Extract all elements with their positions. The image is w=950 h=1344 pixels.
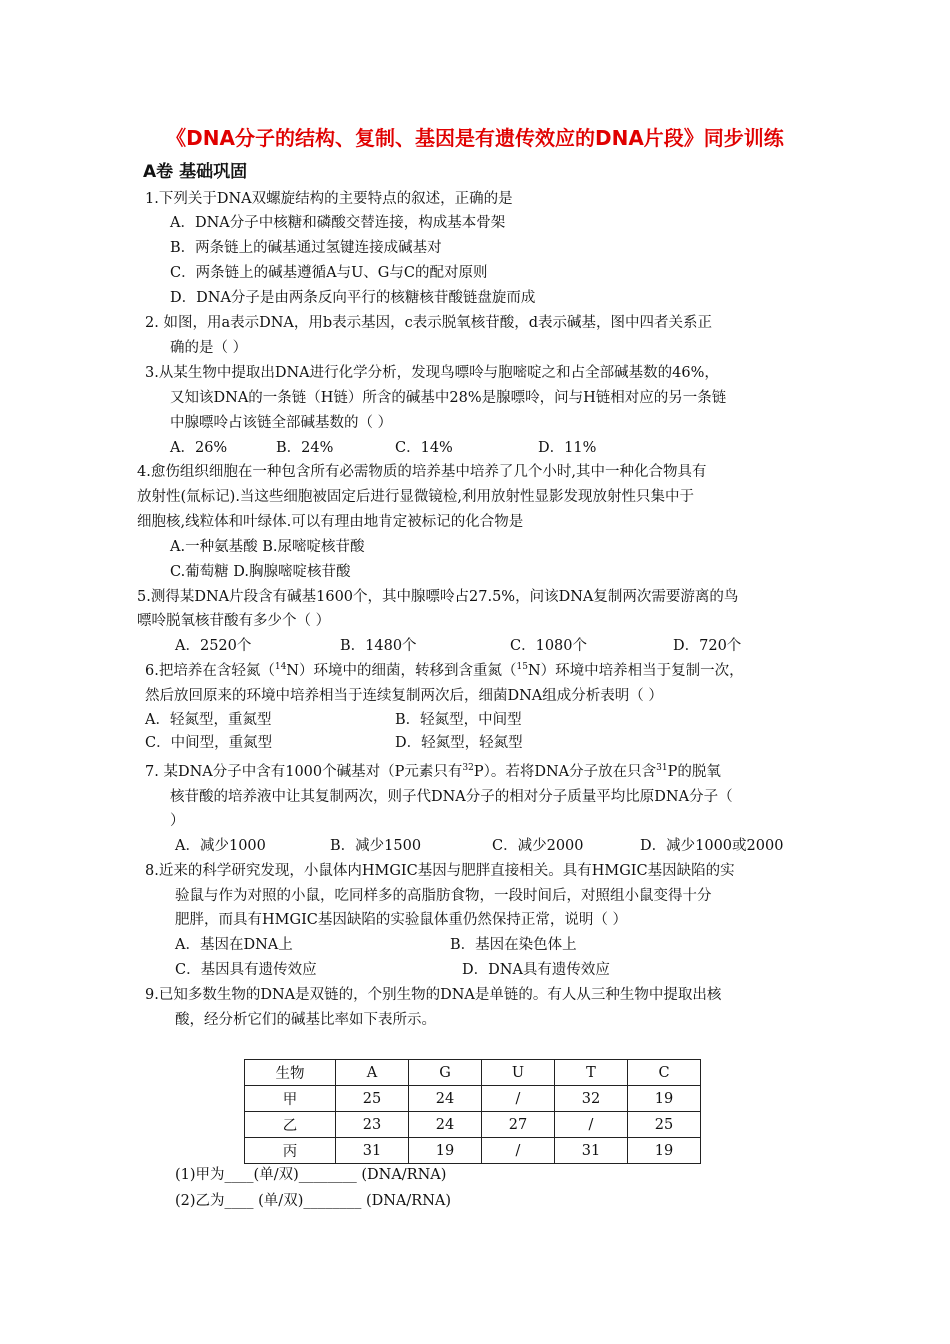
table-cell: 31 — [555, 1138, 628, 1164]
question-1-option-a: A．DNA分子中核糖和磷酸交替连接，构成基本骨架 — [170, 215, 506, 231]
question-9-fill-1: (1)甲为____(单/双)________ (DNA/RNA) — [175, 1167, 447, 1183]
question-8-option-c: C．基因具有遗传效应 — [175, 962, 317, 978]
question-8-option-a: A．基因在DNA上 — [175, 937, 293, 953]
table-cell: 19 — [628, 1086, 701, 1112]
question-4-options-ab: A.一种氨基酸 B.尿嘧啶核苷酸 — [170, 539, 365, 555]
question-3-option-c: C．14% — [395, 440, 453, 456]
table-row — [245, 1138, 701, 1164]
table-header-row — [245, 1060, 701, 1086]
question-7-option-d: D．减少1000或2000 — [640, 838, 784, 854]
question-4-line-2: 放射性(氚标记).当这些细胞被固定后进行显微镜检,利用放射性显影发现放射性只集中于 — [137, 489, 695, 505]
question-3-option-d: D．11% — [538, 440, 597, 456]
page-title: 《DNA分子的结构、复制、基因是有遗传效应的DNA片段》同步训练 — [166, 126, 784, 150]
question-3-line-3: 中腺嘌呤占该链全部碱基数的（ ） — [170, 415, 393, 431]
question-4-line-3: 细胞核,线粒体和叶绿体.可以有理由地肯定被标记的化合物是 — [137, 514, 524, 530]
question-7-line-3: ） — [170, 813, 185, 829]
table-header-cell: A — [336, 1060, 409, 1086]
question-7-option-b: B．减少1500 — [330, 838, 422, 854]
question-7-option-a: A．减少1000 — [175, 838, 266, 854]
question-5-option-c: C．1080个 — [510, 638, 587, 654]
question-5-line-2: 嘌呤脱氧核苷酸有多少个（ ） — [137, 613, 331, 629]
table-header-cell: C — [628, 1060, 701, 1086]
question-7-line-2: 核苷酸的培养液中让其复制两次，则子代DNA分子的相对分子质量平均比原DNA分子（ — [170, 789, 733, 805]
table-row — [245, 1086, 701, 1112]
table-cell: / — [555, 1112, 628, 1138]
question-9-line-2: 酸，经分析它们的碱基比率如下表所示。 — [175, 1012, 436, 1028]
question-5-option-d: D．720个 — [673, 638, 742, 654]
table-cell: 23 — [336, 1112, 409, 1138]
question-3-option-b: B．24% — [276, 440, 334, 456]
table-cell: 27 — [482, 1112, 555, 1138]
table-cell: 丙 — [245, 1138, 336, 1164]
question-1-option-d: D．DNA分子是由两条反向平行的核糖核苷酸链盘旋而成 — [170, 290, 536, 306]
question-1-stem: 1.下列关于DNA双螺旋结构的主要特点的叙述，正确的是 — [145, 191, 513, 207]
table-cell: 31 — [336, 1138, 409, 1164]
table-cell: 甲 — [245, 1086, 336, 1112]
table-cell: 24 — [409, 1112, 482, 1138]
question-6-option-a: A．轻氮型，重氮型 — [145, 712, 272, 728]
table-cell: 19 — [628, 1138, 701, 1164]
question-2-line-1: 2. 如图，用a表示DNA，用b表示基因，c表示脱氧核苷酸，d表示碱基，图中四者关系正 — [145, 315, 713, 331]
table-cell: 24 — [409, 1086, 482, 1112]
question-8-line-2: 验鼠与作为对照的小鼠，吃同样多的高脂肪食物，一段时间后，对照组小鼠变得十分 — [175, 888, 712, 904]
table-cell: 25 — [628, 1112, 701, 1138]
question-3-option-a: A．26% — [170, 440, 228, 456]
question-7-line-1: 7. 某DNA分子中含有1000个碱基对（P元素只有$^{32}$P）。若将DNA分子放在只含$^{31}$P的脱氧 — [145, 763, 721, 780]
table-cell: / — [482, 1138, 555, 1164]
question-6-line-1: 6.把培养在含轻氮（$^{14}$N）环境中的细菌，转移到含重氮（$^{15}$N）环境中培养相当于复制一次， — [145, 662, 744, 679]
table-cell: 32 — [555, 1086, 628, 1112]
question-6-option-d: D．轻氮型，轻氮型 — [395, 735, 523, 751]
table-header-cell: G — [409, 1060, 482, 1086]
question-5-line-1: 5.测得某DNA片段含有碱基1600个，其中腺嘌呤占27.5%，问该DNA复制两次需要游离的鸟 — [137, 589, 739, 605]
question-1-option-c: C．两条链上的碱基遵循A与U、G与C的配对原则 — [170, 265, 488, 281]
question-4-line-1: 4.愈伤组织细胞在一种包含所有必需物质的培养基中培养了几个小时,其中一种化合物具有 — [137, 464, 707, 480]
table-cell: 25 — [336, 1086, 409, 1112]
table-header-cell: T — [555, 1060, 628, 1086]
table-cell: 乙 — [245, 1112, 336, 1138]
table-header-cell: 生物 — [245, 1060, 336, 1086]
table-row — [245, 1112, 701, 1138]
table-header-cell: U — [482, 1060, 555, 1086]
question-4-options-cd: C.葡萄糖 D.胸腺嘧啶核苷酸 — [170, 564, 351, 580]
question-8-line-3: 肥胖，而具有HMGIC基因缺陷的实验鼠体重仍然保持正常，说明（ ） — [175, 912, 628, 928]
question-5-option-b: B．1480个 — [340, 638, 417, 654]
section-heading: A卷 基础巩固 — [143, 162, 248, 182]
question-9-line-1: 9.已知多数生物的DNA是双链的，个别生物的DNA是单链的。有人从三种生物中提取出核 — [145, 987, 722, 1003]
question-8-option-d: D．DNA具有遗传效应 — [462, 962, 610, 978]
question-8-line-1: 8.近来的科学研究发现，小鼠体内HMGIC基因与肥胖直接相关。具有HMGIC基因缺陷的实 — [145, 863, 735, 879]
base-ratio-table — [244, 1059, 701, 1164]
question-3-line-1: 3.从某生物中提取出DNA进行化学分析，发现鸟嘌呤与胞嘧啶之和占全部碱基数的46%， — [145, 365, 719, 381]
question-9-fill-2: (2)乙为____ (单/双)________ (DNA/RNA) — [175, 1193, 452, 1209]
question-6-option-c: C．中间型，重氮型 — [145, 735, 273, 751]
question-7-option-c: C．减少2000 — [492, 838, 584, 854]
question-5-option-a: A．2520个 — [175, 638, 252, 654]
question-6-line-2: 然后放回原来的环境中培养相当于连续复制两次后，细菌DNA组成分析表明（ ） — [145, 688, 663, 704]
question-3-line-2: 又知该DNA的一条链（H链）所含的碱基中28%是腺嘌呤，问与H链相对应的另一条链 — [170, 390, 727, 406]
question-2-line-2: 确的是（ ） — [170, 340, 248, 356]
question-6-option-b: B．轻氮型，中间型 — [395, 712, 522, 728]
table-cell: 19 — [409, 1138, 482, 1164]
question-1-option-b: B．两条链上的碱基通过氢键连接成碱基对 — [170, 240, 442, 256]
question-8-option-b: B．基因在染色体上 — [450, 937, 577, 953]
table-cell: / — [482, 1086, 555, 1112]
